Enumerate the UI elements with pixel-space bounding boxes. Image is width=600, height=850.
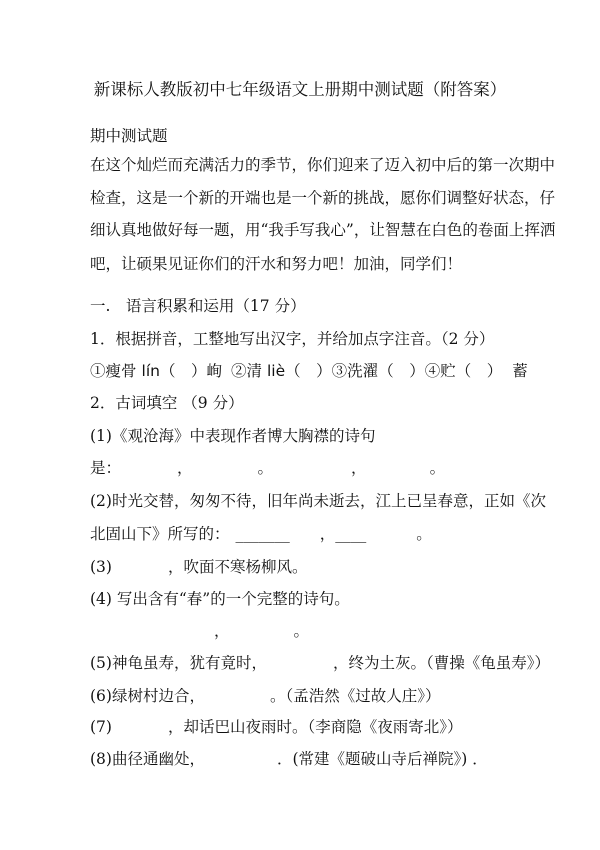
q2-sub5 xyxy=(90,653,550,673)
q1-item-word3: ③洗濯 xyxy=(331,362,379,380)
intro-line-4: 吧，让硕果见证你们的汗水和努力吧！加油，同学们！ xyxy=(90,255,463,273)
q2-sub7-tail: ，却话巴山夜雨时。（李商隐《夜雨寄北》） xyxy=(167,718,463,736)
q2-sub1-lead: 是： xyxy=(90,459,122,477)
intro-line-1: 在这个灿烂而充满活力的季节，你们迎来了迈入初中后的第一次期中 xyxy=(90,156,556,174)
q2-sub2-end: 。 xyxy=(416,525,432,543)
q1-blank-3[interactable]: （ ） xyxy=(378,362,425,380)
q2-sub1-mark-4: 。 xyxy=(429,459,446,477)
q2-sub2-blank-1[interactable]: _______ xyxy=(235,525,290,543)
q2-sub2-lead: 北固山下》所写的： xyxy=(90,525,230,543)
intro-line-2: 检查，这是一个新的开端也是一个新的挑战，愿你们调整好状态，仔 xyxy=(90,189,556,207)
q2-sub2-line2 xyxy=(90,524,432,544)
q1-item-word1-end: 峋 xyxy=(206,362,222,380)
q1-blank-4[interactable]: （ ） xyxy=(455,362,503,380)
q2-sub1-mark-3: ， xyxy=(351,459,367,477)
section-subtitle: 期中测试题 xyxy=(90,127,168,145)
question-1-items xyxy=(90,361,528,381)
q2-sub6-tail: 。（孟浩然《过故人庄》） xyxy=(269,687,441,705)
q1-blank-1[interactable]: （ ） xyxy=(159,362,207,380)
intro-line-3: 细认真地做好每一题，用“我手写我心”，让智慧在白色的卷面上挥洒 xyxy=(90,221,556,239)
q1-item-word4: ④贮 xyxy=(424,362,456,380)
q2-sub4: (4) 写出含有“春”的一个完整的诗句。 xyxy=(90,590,350,608)
section-heading: 一. 语言积累和运用（17 分） xyxy=(90,297,306,315)
q2-sub5-tail: ，终为土灰。（曹操《龟虽寿》） xyxy=(332,654,550,672)
q2-sub4-answer xyxy=(90,621,309,641)
document-title: 新课标人教版初中七年级语文上册期中测试题（附答案） xyxy=(93,80,507,99)
q2-sub8 xyxy=(90,749,488,769)
question-1-prompt: 1．根据拼音，工整地写出汉字，并给加点字注音。（2 分） xyxy=(90,330,495,348)
q2-sub8-lead: (8)曲径通幽处， xyxy=(90,750,205,768)
q2-sub7 xyxy=(90,717,462,737)
q2-sub4-mark-1: ， xyxy=(214,622,230,640)
q1-item-word2: ②清 xyxy=(230,362,262,380)
q2-sub2-blank-2[interactable]: ____ xyxy=(335,525,367,543)
q2-sub2-comma: ， xyxy=(319,525,336,543)
q2-sub4-mark-2: 。 xyxy=(293,622,310,640)
q2-sub3-lead: (3) xyxy=(90,558,112,576)
q1-blank-2[interactable]: （ ） xyxy=(285,362,332,380)
q1-item-word1: ①瘦骨 xyxy=(90,362,137,380)
q1-pinyin-2: liè xyxy=(267,362,286,380)
q2-sub6 xyxy=(90,686,440,706)
q2-sub3 xyxy=(90,557,307,577)
q2-sub1-mark-2: 。 xyxy=(257,459,274,477)
q2-sub8-tail: ．(常建《题破山寺后禅院》) ． xyxy=(276,750,488,768)
q2-sub1-line2 xyxy=(90,458,445,478)
q2-sub3-text: ，吹面不寒杨柳风。 xyxy=(167,558,308,576)
q2-sub1-mark-1: ， xyxy=(177,459,193,477)
q1-pinyin-1: lín xyxy=(141,362,160,380)
q1-item-word4-end: 蓄 xyxy=(512,362,528,380)
q2-sub1-line1: (1)《观沧海》中表现作者博大胸襟的诗句 xyxy=(90,427,376,445)
question-2-prompt: 2．古词填空 （9 分） xyxy=(90,394,244,412)
q2-sub7-lead: (7) xyxy=(90,718,112,736)
q2-sub6-lead: (6)绿树村边合， xyxy=(90,687,205,705)
q2-sub5-lead: (5)神龟虽寿，犹有竟时， xyxy=(90,654,267,672)
q2-sub2-line1: (2)时光交替，匆匆不待，旧年尚未逝去，江上已呈春意，正如《次 xyxy=(90,492,546,510)
